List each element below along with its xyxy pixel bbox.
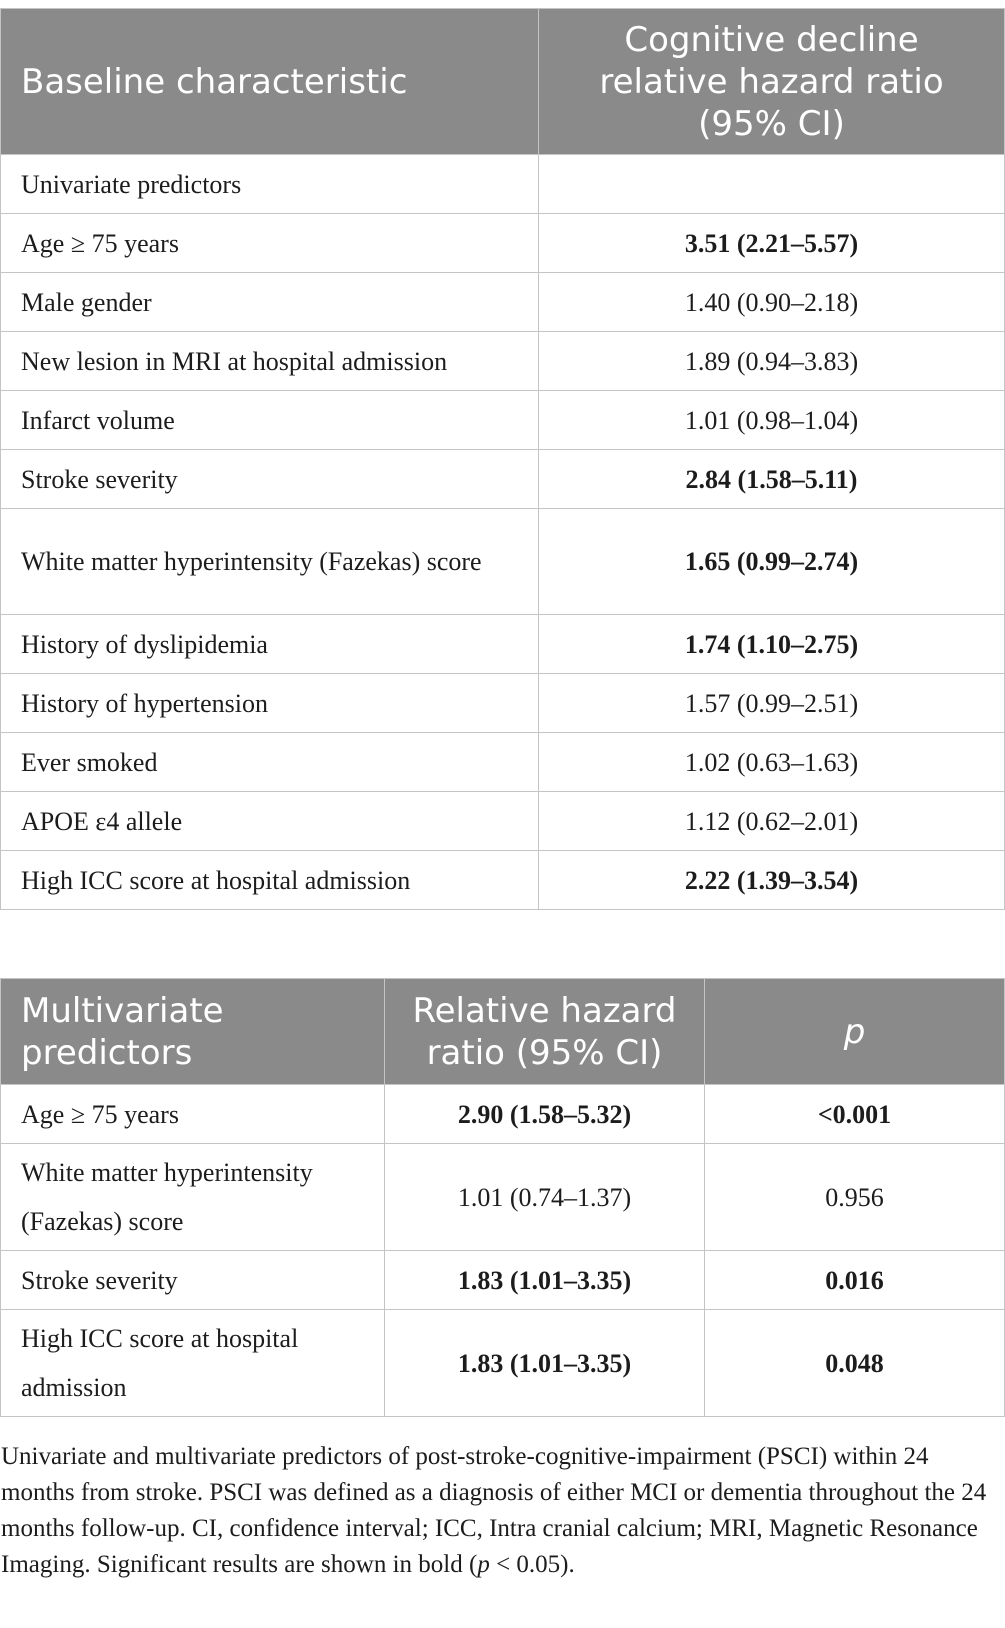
row-p-value: 0.016: [705, 1251, 1005, 1310]
row-value: 1.83 (1.01–3.35): [385, 1251, 705, 1310]
header-relative-hazard-ratio: Relative hazard ratio (95% CI): [385, 979, 705, 1085]
section-row: [1, 155, 1005, 214]
row-value: 1.74 (1.10–2.75): [539, 615, 1005, 674]
row-label: History of dyslipidemia: [1, 615, 539, 674]
univariate-header-row: [1, 9, 1005, 155]
row-label: Age ≥ 75 years: [1, 1085, 385, 1144]
row-label: History of hypertension: [1, 674, 539, 733]
row-label: Ever smoked: [1, 733, 539, 792]
row-p-value: 0.048: [705, 1310, 1005, 1417]
row-value: 1.01 (0.98–1.04): [539, 391, 1005, 450]
row-value: 1.89 (0.94–3.83): [539, 332, 1005, 391]
header-p-value: p: [705, 979, 1005, 1085]
table-row: [1, 273, 1005, 332]
row-value: 2.90 (1.58–5.32): [385, 1085, 705, 1144]
row-value: 2.84 (1.58–5.11): [539, 450, 1005, 509]
table-row: [1, 509, 1005, 615]
header-multivariate-predictors: Multivariate predictors: [1, 979, 385, 1085]
row-value: 1.65 (0.99–2.74): [539, 509, 1005, 615]
table-row: [1, 1251, 1005, 1310]
table-row: [1, 332, 1005, 391]
header-baseline-characteristic: Baseline characteristic: [1, 9, 539, 155]
table-row: [1, 792, 1005, 851]
caption-p-symbol: p: [477, 1551, 490, 1578]
table-row: [1, 214, 1005, 273]
row-value: 2.22 (1.39–3.54): [539, 851, 1005, 910]
row-value: 3.51 (2.21–5.57): [539, 214, 1005, 273]
multivariate-header-row: [1, 979, 1005, 1085]
row-label: APOE ε4 allele: [1, 792, 539, 851]
empty-cell: [539, 155, 1005, 214]
multivariate-table: [0, 978, 1005, 1417]
row-value: 1.01 (0.74–1.37): [385, 1144, 705, 1251]
table-caption: [1, 1439, 1001, 1583]
table-row: [1, 733, 1005, 792]
row-label: New lesion in MRI at hospital admission: [1, 332, 539, 391]
row-label: High ICC score at hospital admission: [1, 851, 539, 910]
table-row: [1, 615, 1005, 674]
row-label: Male gender: [1, 273, 539, 332]
caption-text-end: < 0.05).: [489, 1551, 575, 1578]
row-p-value: <0.001: [705, 1085, 1005, 1144]
univariate-table: [0, 8, 1005, 910]
row-label: Age ≥ 75 years: [1, 214, 539, 273]
row-label: Infarct volume: [1, 391, 539, 450]
table-row: [1, 1310, 1005, 1417]
table-row: [1, 1144, 1005, 1251]
table-row: [1, 391, 1005, 450]
row-label: Stroke severity: [1, 450, 539, 509]
row-value: 1.40 (0.90–2.18): [539, 273, 1005, 332]
row-label: Stroke severity: [1, 1251, 385, 1310]
row-p-value: 0.956: [705, 1144, 1005, 1251]
caption-text: Univariate and multivariate predictors of post-stroke-cognitive-impairment (PSCI) within 24 months from stroke. PSCI was defined as a diagnosis of either MCI or dementia throughout the 24 months follow-up. CI, confidence interval; ICC, Intra cranial calcium; MRI, Magnetic Resonance Imaging. Significant results are shown in bold (: [1, 1443, 987, 1578]
table-row: [1, 450, 1005, 509]
row-label: High ICC score at hospital admission: [1, 1310, 385, 1417]
row-value: 1.57 (0.99–2.51): [539, 674, 1005, 733]
row-value: 1.12 (0.62–2.01): [539, 792, 1005, 851]
table-row: [1, 851, 1005, 910]
table-row: [1, 674, 1005, 733]
table-row: [1, 1085, 1005, 1144]
row-value: 1.83 (1.01–3.35): [385, 1310, 705, 1417]
row-label: White matter hyperintensity (Fazekas) score: [1, 1144, 385, 1251]
row-value: 1.02 (0.63–1.63): [539, 733, 1005, 792]
header-hazard-ratio: Cognitive decline relative hazard ratio (95% CI): [539, 9, 1005, 155]
section-label: Univariate predictors: [1, 155, 539, 214]
row-label: White matter hyperintensity (Fazekas) score: [1, 509, 539, 615]
